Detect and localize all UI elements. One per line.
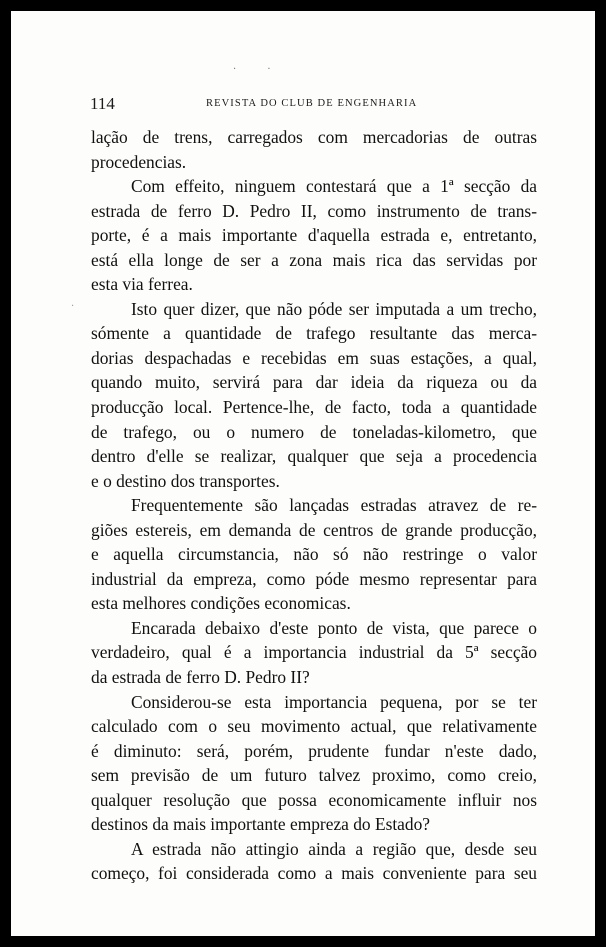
text-line: procedencias. xyxy=(91,151,187,172)
text-line: dorias despachadas e recebidas em suas estações, a qual, xyxy=(91,347,537,368)
book-page xyxy=(11,11,595,936)
paragraph-start-line: Considerou-se esta importancia pequena, por se ter xyxy=(131,691,537,712)
paragraph-start-line: Com effeito, ninguem contestará que a 1ª secção da xyxy=(131,176,537,197)
paragraph-start-line: A estrada não attingio ainda a região que, desde seu xyxy=(131,838,537,859)
text-line: destinos da mais importante empreza do Estado? xyxy=(91,814,431,835)
running-head xyxy=(90,94,538,116)
text-line: de trafego, ou o numero de toneladas-kilometro, que xyxy=(91,421,537,442)
text-line: começo, foi considerada como a mais conveniente para seu xyxy=(91,863,537,884)
margin-mark: · xyxy=(71,301,75,312)
text-line: lação de trens, carregados com mercadorias de outras xyxy=(91,127,537,147)
text-line: da estrada de ferro D. Pedro II? xyxy=(91,667,310,688)
paragraph-start-line: Frequentemente são lançadas estradas atravez de re- xyxy=(131,495,537,516)
text-line: sómente a quantidade de trafego resultante das merca- xyxy=(91,323,537,344)
text-line: é diminuto: será, porém, prudente fundar n'este dado, xyxy=(91,740,537,761)
print-specks: · · xyxy=(233,64,285,75)
text-line: industrial da empreza, como póde mesmo representar para xyxy=(91,568,537,589)
text-line: producção local. Pertence-lhe, de facto, toda a quantidade xyxy=(91,397,537,418)
text-line: porte, é a mais importante d'aquella estrada e, entretanto, xyxy=(91,225,537,246)
body-text xyxy=(91,125,537,886)
text-line: e aquella circumstancia, não só não restringe o valor xyxy=(91,544,537,565)
text-line: esta via ferrea. xyxy=(91,274,193,295)
page-number: 114 xyxy=(90,94,115,113)
text-line: quando muito, servirá para dar ideia da riqueza ou da xyxy=(91,372,537,393)
running-title: REVISTA DO CLUB DE ENGENHARIA xyxy=(206,98,418,109)
paragraph-start-line: Encarada debaixo d'este ponto de vista, que parece o xyxy=(131,617,537,638)
text-line: e o destino dos transportes. xyxy=(91,470,280,491)
text-line: qualquer resolução que possa economicamente influir nos xyxy=(91,789,537,810)
text-line: dentro d'elle se realizar, qualquer que seja a procedencia xyxy=(91,446,537,467)
text-line: está ella longe de ser a zona mais rica das servidas por xyxy=(91,249,537,270)
text-line: giões estereis, em demanda de centros de grande producção, xyxy=(91,519,537,540)
text-line: estrada de ferro D. Pedro II, como instrumento de trans- xyxy=(91,200,537,221)
paragraph-start-line: Isto quer dizer, que não póde ser imputada a um trecho, xyxy=(131,298,537,319)
text-line: verdadeiro, qual é a importancia industrial da 5ª secção xyxy=(91,642,537,663)
text-line: calculado com o seu movimento actual, que relativamente xyxy=(91,716,537,737)
text-line: sem previsão de um futuro talvez proximo, como creio, xyxy=(91,765,537,786)
text-line: esta melhores condições economicas. xyxy=(91,593,351,614)
